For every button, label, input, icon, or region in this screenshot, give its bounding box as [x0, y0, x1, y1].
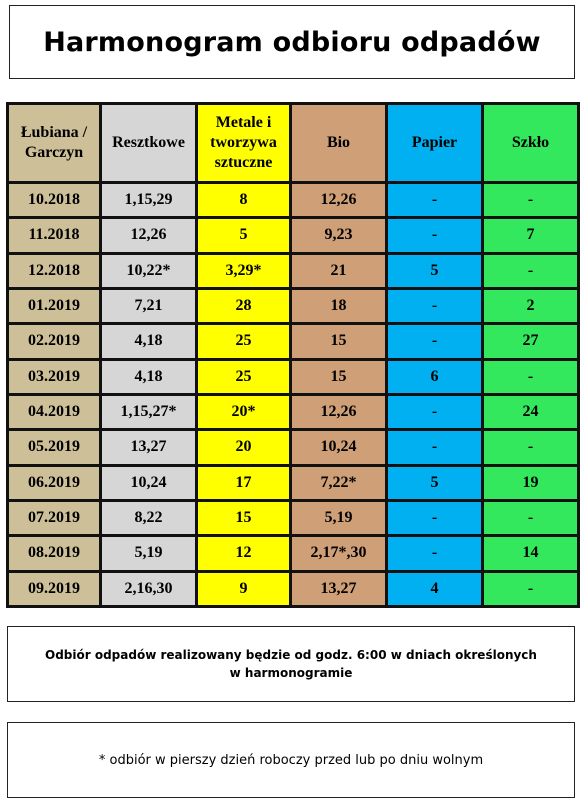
footnote: * odbiór w pierszy dzień roboczy przed lub po dniu wolnym — [98, 752, 484, 768]
metals-plastics-cell: 8 — [197, 183, 291, 218]
table-row — [8, 288, 579, 323]
bio-cell: 21 — [291, 253, 387, 288]
schedule-body — [8, 183, 579, 607]
residual-cell: 5,19 — [101, 536, 197, 571]
note-box — [7, 722, 575, 798]
header-glass: Szkło — [483, 104, 579, 183]
header-metals-plastics: Metale i tworzywa sztuczne — [197, 104, 291, 183]
glass-cell: 14 — [483, 536, 579, 571]
title-box — [9, 5, 575, 79]
collection-hours-info: Odbiór odpadów realizowany będzie od godz. 6:00 w dniach określonych w harmonogramie — [45, 648, 537, 680]
metals-plastics-cell: 28 — [197, 288, 291, 323]
table-row — [8, 430, 579, 465]
month-cell: 10.2018 — [8, 183, 101, 218]
month-cell: 06.2019 — [8, 465, 101, 500]
bio-cell: 18 — [291, 288, 387, 323]
metals-plastics-cell: 17 — [197, 465, 291, 500]
metals-plastics-cell: 25 — [197, 324, 291, 359]
table-row — [8, 183, 579, 218]
paper-cell: 5 — [387, 465, 483, 500]
metals-plastics-cell: 3,29* — [197, 253, 291, 288]
table-row — [8, 571, 579, 606]
paper-cell: 4 — [387, 571, 483, 606]
bio-cell: 7,22* — [291, 465, 387, 500]
glass-cell: - — [483, 359, 579, 394]
glass-cell: 7 — [483, 218, 579, 253]
glass-cell: 2 — [483, 288, 579, 323]
paper-cell: 5 — [387, 253, 483, 288]
residual-cell: 1,15,29 — [101, 183, 197, 218]
paper-cell: - — [387, 536, 483, 571]
glass-cell: - — [483, 571, 579, 606]
glass-cell: 24 — [483, 394, 579, 429]
residual-cell: 2,16,30 — [101, 571, 197, 606]
metals-plastics-cell: 5 — [197, 218, 291, 253]
month-cell: 11.2018 — [8, 218, 101, 253]
bio-cell: 13,27 — [291, 571, 387, 606]
month-cell: 08.2019 — [8, 536, 101, 571]
month-cell: 05.2019 — [8, 430, 101, 465]
glass-cell: 19 — [483, 465, 579, 500]
paper-cell: - — [387, 500, 483, 535]
table-row — [8, 218, 579, 253]
header-paper: Papier — [387, 104, 483, 183]
residual-cell: 7,21 — [101, 288, 197, 323]
bio-cell: 12,26 — [291, 394, 387, 429]
table-row — [8, 500, 579, 535]
glass-cell: - — [483, 430, 579, 465]
residual-cell: 4,18 — [101, 359, 197, 394]
month-cell: 03.2019 — [8, 359, 101, 394]
bio-cell: 15 — [291, 359, 387, 394]
month-cell: 01.2019 — [8, 288, 101, 323]
table-row — [8, 536, 579, 571]
residual-cell: 4,18 — [101, 324, 197, 359]
metals-plastics-cell: 20* — [197, 394, 291, 429]
bio-cell: 15 — [291, 324, 387, 359]
header-residual: Resztkowe — [101, 104, 197, 183]
residual-cell: 10,24 — [101, 465, 197, 500]
table-row — [8, 359, 579, 394]
metals-plastics-cell: 12 — [197, 536, 291, 571]
table-row — [8, 253, 579, 288]
metals-plastics-cell: 20 — [197, 430, 291, 465]
table-row — [8, 394, 579, 429]
paper-cell: - — [387, 218, 483, 253]
residual-cell: 8,22 — [101, 500, 197, 535]
page-title: Harmonogram odbioru odpadów — [43, 26, 541, 58]
month-cell: 12.2018 — [8, 253, 101, 288]
month-cell: 09.2019 — [8, 571, 101, 606]
header-row — [8, 104, 579, 183]
bio-cell: 2,17*,30 — [291, 536, 387, 571]
residual-cell: 13,27 — [101, 430, 197, 465]
month-cell: 04.2019 — [8, 394, 101, 429]
paper-cell: - — [387, 183, 483, 218]
residual-cell: 10,22* — [101, 253, 197, 288]
paper-cell: - — [387, 288, 483, 323]
month-cell: 07.2019 — [8, 500, 101, 535]
residual-cell: 12,26 — [101, 218, 197, 253]
header-bio: Bio — [291, 104, 387, 183]
glass-cell: - — [483, 183, 579, 218]
bio-cell: 12,26 — [291, 183, 387, 218]
paper-cell: - — [387, 394, 483, 429]
paper-cell: - — [387, 324, 483, 359]
bio-cell: 5,19 — [291, 500, 387, 535]
info-box — [7, 626, 575, 702]
table-row — [8, 465, 579, 500]
bio-cell: 9,23 — [291, 218, 387, 253]
paper-cell: - — [387, 430, 483, 465]
paper-cell: 6 — [387, 359, 483, 394]
glass-cell: - — [483, 500, 579, 535]
metals-plastics-cell: 9 — [197, 571, 291, 606]
glass-cell: - — [483, 253, 579, 288]
bio-cell: 10,24 — [291, 430, 387, 465]
glass-cell: 27 — [483, 324, 579, 359]
header-location: Łubiana / Garczyn — [8, 104, 101, 183]
month-cell: 02.2019 — [8, 324, 101, 359]
metals-plastics-cell: 15 — [197, 500, 291, 535]
metals-plastics-cell: 25 — [197, 359, 291, 394]
residual-cell: 1,15,27* — [101, 394, 197, 429]
schedule-table — [6, 102, 580, 608]
table-row — [8, 324, 579, 359]
